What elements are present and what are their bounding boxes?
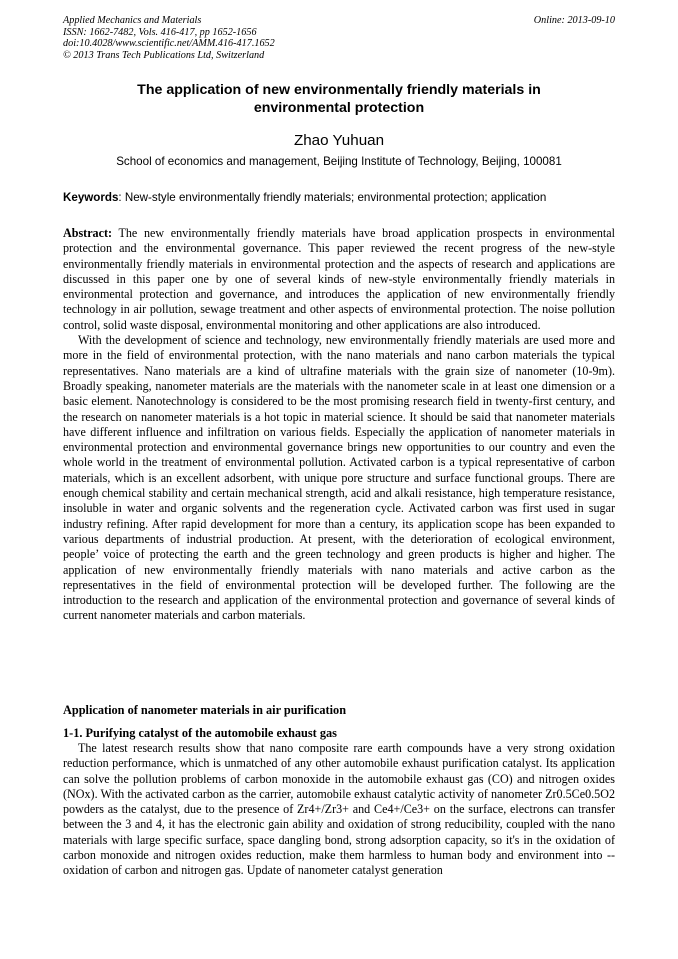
abstract-paragraph — [63, 226, 615, 333]
abstract-label: Abstract: — [63, 226, 113, 240]
copyright-line: © 2013 Trans Tech Publications Ltd, Switzerland — [63, 49, 265, 61]
keywords — [63, 191, 623, 205]
issn-line: ISSN: 1662-7482, Vols. 416-417, pp 1652-1656 — [63, 26, 257, 38]
online-date: Online: 2013-09-10 — [533, 15, 615, 26]
subsection-heading: 1-1. Purifying catalyst of the automobile exhaust gas — [63, 726, 337, 740]
abstract-text: The new environmentally friendly materials have broad application prospects in environmental protection and the environmental governance. This paper reviewed the recent progress of the new-style environmentally friendly materials in environmental protection and the aspects of research and applications are discussed in this paper one by one of several kinds of new-style environmentally friendly materials in environmental protection and governance, and introduces the application of new environmentally friendly technology in air pollution, sewage treatment and other aspects of environmental protection. The noise pollution control, solid waste disposal, environmental monitoring and other applications are also introduced. — [63, 226, 615, 332]
title-line-2: environmental protection — [253, 99, 425, 116]
keywords-label: Keywords — [63, 191, 119, 204]
abstract-and-intro — [63, 226, 615, 624]
section-body — [63, 741, 615, 879]
keywords-text: : New-style environmentally friendly materials; environmental protection; application — [118, 191, 547, 204]
paper-title — [63, 82, 615, 117]
doi-line: doi:10.4028/www.scientific.net/AMM.416-417.1652 — [63, 38, 275, 50]
author-name: Zhao Yuhuan — [293, 132, 385, 149]
section-paragraph: The latest research results show that nano composite rare earth compounds have a very strong oxidation reduction performance, which is unmatched of any other automobile exhaust purification catalyst. Its application can solve the pollution problems of carbon monoxide in the automobile exhaust gas (CO) and nitrogen oxides (NOx). With the activated carbon as the carrier, automobile exhaust catalytic activity of nanometer Zr0.5Ce0.5O2 powders as the catalyst, due to the presence of Zr4+/Zr3+ and Ce4+/Ce3+ on the surface, electrons can transfer between the 3 and 4, it has the electronic gain ability and oxidation of strong reducibility, coupled with the nano materials with large specific surface, space dangling bond, strong adsorption capacity, so it's in the oxidation of carbon monoxide and nitrogen oxides reduction, make them harmless to human body and environment into -- oxidation of carbon and nitrogen gas. Update of nanometer catalyst generation — [63, 741, 615, 878]
author-affiliation: School of economics and management, Beijing Institute of Technology, Beijing, 100081 — [116, 155, 562, 168]
journal-header — [63, 15, 615, 61]
intro-paragraph: With the development of science and technology, new environmentally friendly materials are used more and more in the field of environmental protection, with the nano materials and nano carbon materials the typical representatives. Nano materials are a kind of ultrafine materials with the grain size of nanometer (10-9m). Broadly speaking, nanometer materials are the materials with the nanometer scale in at least one dimension or a basic element. Nanotechnology is considered to be the most promising research field in twenty-first century, and the research on nanometer materials is a hot topic in material science. It should be said that nanometer materials have different influence and infiltration on various fields. Especially the application of nanometer materials in environmental protection and environmental governance brings new opportunities to our country and even the whole world in the treatment of environmental pollution. Activated carbon is a typical representative of carbon materials, which is an excellent adsorbent, with unique pore structure and surface functional groups. There are enough chemical stability and certain mechanical strength, acid and alkali resistance, high temperature resistance, insoluble in water and organic solvents and the regeneration cycle. Activated carbon was first used in sugar industry refining. After rapid development for more than a century, its application scope has been expanded to various departments of industrial production. At present, with the deterioration of ecological environment, people’ voice of protecting the earth and the green technology and green products is higher and higher. The application of new environmentally friendly materials with nano materials and active carbon as the representatives in the field of environmental protection will be developed further. The following are the introduction to the research and application of the environmental protection and governance of several kinds of current nanometer materials and carbon materials. — [63, 333, 615, 623]
journal-name: Applied Mechanics and Materials — [63, 15, 202, 26]
section-heading: Application of nanometer materials in air purification — [63, 703, 347, 717]
title-line-1: The application of new environmentally friendly materials in — [137, 82, 541, 98]
